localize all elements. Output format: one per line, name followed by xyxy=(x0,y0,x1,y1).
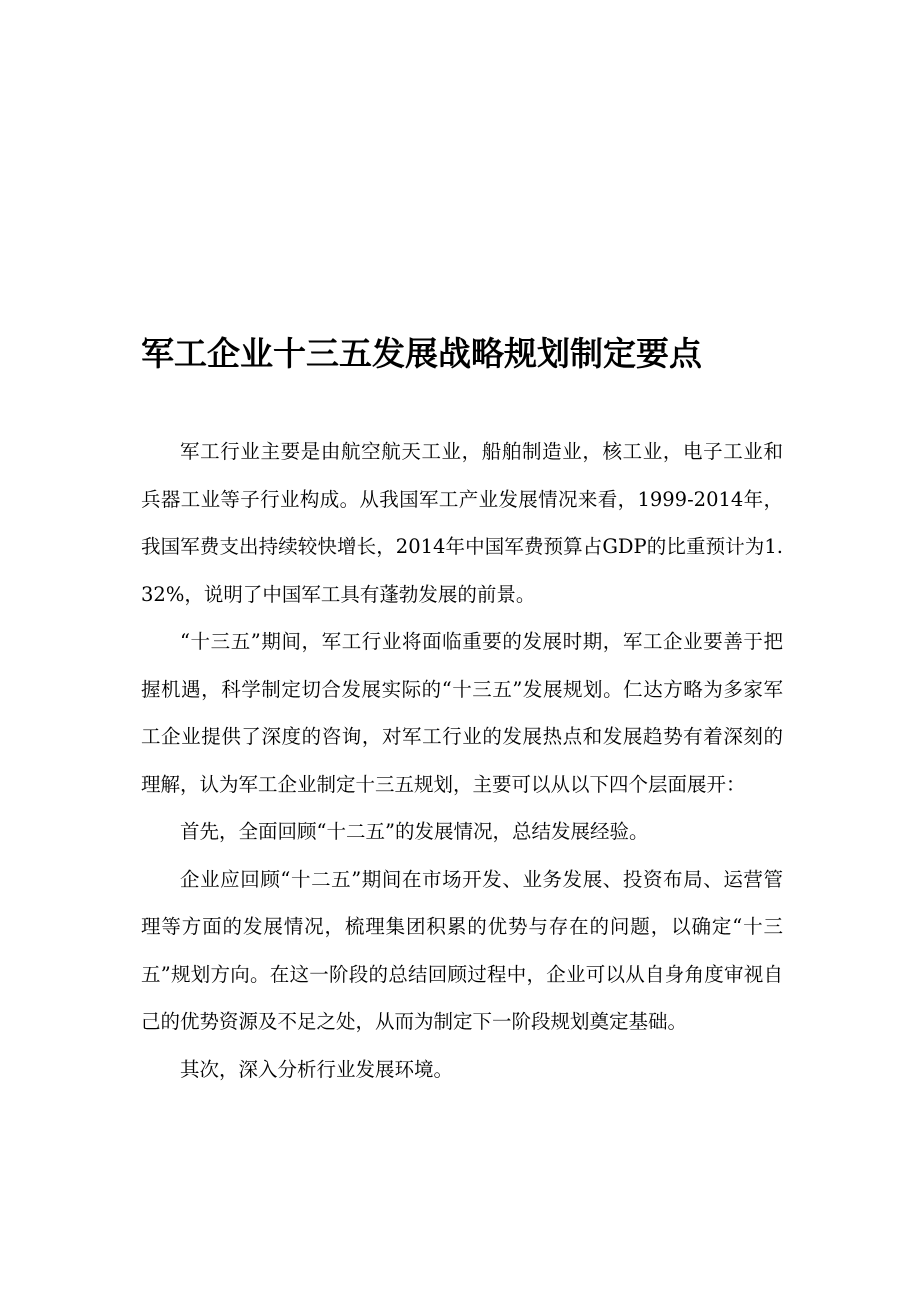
document-body xyxy=(141,428,783,1093)
document-title: 军工企业十三五发展战略规划制定要点 xyxy=(141,334,702,373)
paragraph-planning-period: “十三五”期间，军工行业将面临重要的发展时期，军工企业要善于把握机遇，科学制定切合发展实际的“十三五”发展规划。仁达方略为多家军工企业提供了深度的咨询，对军工行业的发展热点和发展趋势有着深刻的理解，认为军工企业制定十三五规划，主要可以从以下四个层面展开： xyxy=(141,630,783,796)
paragraph-industry-overview: 军工行业主要是由航空航天工业，船舶制造业，核工业，电子工业和兵器工业等子行业构成。从我国军工产业发展情况来看，1999-2014年，我国军费支出持续较快增长，2014年中国军费预算占GDP的比重预计为1.32%，说明了中国军工具有蓬勃发展的前景。 xyxy=(141,440,783,606)
paragraph-step-two-heading: 其次，深入分析行业发展环境。 xyxy=(180,1057,454,1081)
paragraph-step-one-detail: 企业应回顾“十二五”期间在市场开发、业务发展、投资布局、运营管理等方面的发展情况，梳理集团积累的优势与存在的问题，以确定“十三五”规划方向。在这一阶段的总结回顾过程中，企业可以从自身角度审视自己的优势资源及不足之处，从而为制定下一阶段规划奠定基础。 xyxy=(141,867,783,1033)
paragraph-step-one-heading: 首先，全面回顾“十二五”的发展情况，总结发展经验。 xyxy=(180,820,649,843)
